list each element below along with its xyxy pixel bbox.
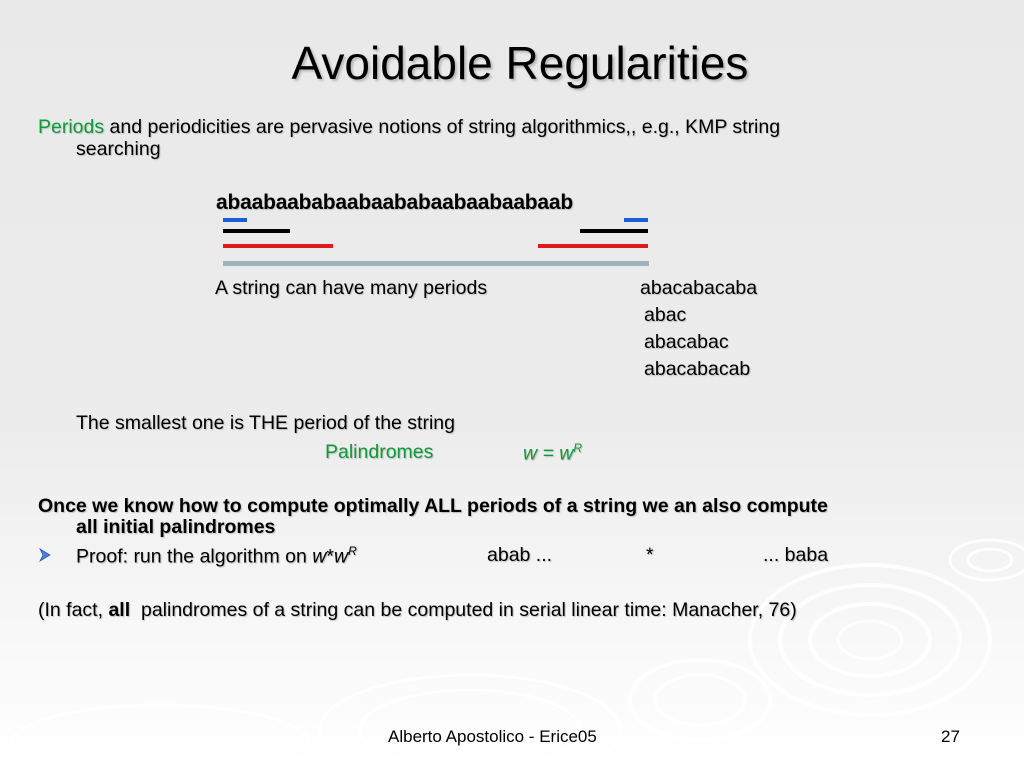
period-bar-red-right <box>538 244 648 248</box>
period-bar-black-right <box>580 229 648 233</box>
in-fact-post: palindromes of a string can be computed in serial linear time: Manacher, 76) <box>130 599 797 621</box>
proof-part-b: * <box>646 544 654 566</box>
slide-number: 27 <box>941 727 960 746</box>
intro-line-1 <box>38 116 780 139</box>
in-fact-pre: (In fact, <box>38 599 109 621</box>
proof-text <box>76 544 357 569</box>
intro-text: and periodicities are pervasive notions of string algorithmics,, e.g., KMP string <box>104 116 781 138</box>
proof-w: w <box>312 545 327 568</box>
proof-star: * <box>326 545 334 568</box>
period-item: abac <box>644 304 687 326</box>
palindrome-formula <box>523 441 582 466</box>
periods-caption: A string can have many periods <box>215 277 488 299</box>
period-item: abacabacab <box>644 358 751 380</box>
intro-line-2: searching <box>76 138 161 160</box>
proof-w-reverse: w <box>333 545 349 568</box>
full-string-bar <box>223 261 649 266</box>
period-bar-red-left <box>223 244 333 248</box>
formula-base: w = w <box>523 442 574 465</box>
footer-author: Alberto Apostolico - Erice05 <box>388 727 597 746</box>
in-fact-bold: all <box>108 599 131 621</box>
periods-keyword: Periods <box>38 116 105 138</box>
palindromes-label: Palindromes <box>325 441 434 463</box>
bold-statement-line-2: all initial palindromes <box>76 516 276 538</box>
smallest-period-text: The smallest one is THE period of the string <box>76 412 455 434</box>
periods-example-string: abacabacaba <box>640 277 758 299</box>
arrowhead-bullet-icon <box>38 548 52 567</box>
period-bar-black-left <box>223 229 290 233</box>
period-bar-blue-left <box>223 218 247 222</box>
in-fact-text <box>38 599 797 622</box>
proof-sup: R <box>348 544 357 558</box>
period-bar-blue-right <box>624 218 648 222</box>
bold-statement-line-1: Once we know how to compute optimally ALL periods of a string we an also compute <box>38 495 828 517</box>
slide-title: Avoidable Regularities <box>291 37 749 89</box>
period-item: abacabac <box>644 331 729 353</box>
proof-part-c: ... baba <box>763 544 829 566</box>
example-string: abaabaababaabaababaabaabaabaab <box>216 191 574 214</box>
formula-sup: R <box>573 441 583 455</box>
proof-part-a: abab ... <box>487 544 553 566</box>
proof-prefix: Proof: run the algorithm on <box>76 545 313 568</box>
